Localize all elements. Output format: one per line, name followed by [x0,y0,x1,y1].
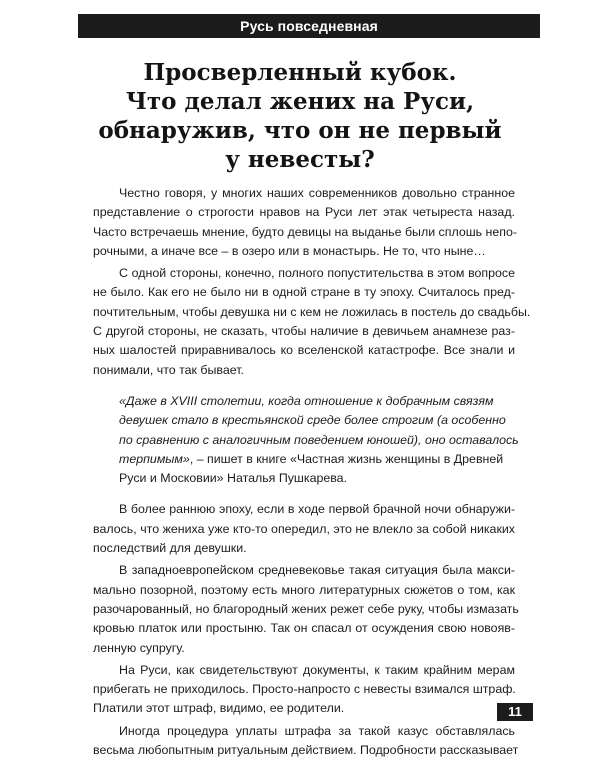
title-line: у невесты? [225,146,375,173]
quote-line: девушек стало в крестьянской среде более строгим (а особенно [119,413,506,428]
text-line: В более раннюю эпоху, если в ходе первой брачной ночи обнаружи- [119,502,515,517]
title-line: Просверленный кубок. [143,59,457,86]
text-line: почтительным, чтобы девушка ни с кем не ложилась в постель до свадьбы. [93,304,531,319]
text-line: рочными, а иначе все – в озеро или в монастырь. Не то, что ныне… [93,243,486,258]
text-line: валось, что жениха уже кто-то опередил, это не влекло за собой никаких [93,521,515,536]
quote-line: «Даже в XVIII столетии, когда отношение к добрачным связям [119,393,494,408]
quote-line: по сравнению с аналогичным поведением юношей), оно оставалось [119,432,519,447]
text-line: Часто встречаешь мнение, будто девицы на выданье были сплошь непо- [93,224,518,239]
title-line: Что делал жених на Руси, [125,88,475,115]
block-quote [93,392,519,488]
text-line: не было. Как его не было ни в одной стране в ту эпоху. Считалось пред- [93,285,515,300]
text-line: кровью платок или простыню. Так он спасал от осуждения свою новояв- [93,621,515,636]
text-line: прибегать не приходилось. Просто-напросто с невесты взимался штраф. [93,682,516,697]
paragraph [93,722,519,760]
text-line: мально позорной, поэтому есть много литературных сюжетов о том, как [93,582,515,597]
text-line: ных шалостей приравнивалось ко вселенской катастрофе. Все знали и [93,343,515,358]
article-title [60,58,540,174]
quote-attribution-end: Руси и Московии» Наталья Пушкарева. [119,471,348,486]
paragraph [93,561,519,657]
text-line: С одной стороны, конечно, полного попустительства в этом вопросе [119,266,515,281]
article-body [93,184,531,760]
text-line: Честно говоря, у многих наших современников довольно странное [119,186,515,200]
paragraph [93,661,515,719]
text-line: На Руси, как свидетельствуют документы, к таким крайним мерам [119,662,515,677]
text-line: Иногда процедура уплаты штрафа за такой казус обставлялась [119,723,515,738]
text-line: разочарованный, но благородный жених режет себе руку, чтобы измазать [93,601,519,616]
text-line: ленную супругу. [93,640,185,655]
page-number-text: 11 [508,704,522,719]
text-line: Платили этот штраф, видимо, ее родители. [93,701,345,716]
quote-line: терпимым» [119,451,190,466]
text-line: С другой стороны, не сказать, чтобы наличие в девичьем анамнезе раз- [93,324,515,339]
paragraph [93,500,515,558]
title-line: обнаружив, что он не первый [98,117,502,144]
quote-attribution: , – пишет в книге «Частная жизнь женщины в Древней [189,451,504,466]
text-line: весьма любопытным ритуальным действием. Подробности рассказывает [93,743,519,758]
page-number [497,703,533,721]
paragraph [93,264,531,380]
section-header-bar [78,14,540,38]
text-line: последствий для девушки. [93,541,247,556]
section-header-text: Русь повседневная [240,18,378,34]
paragraph [93,184,518,261]
text-line: В западноевропейском средневековье такая ситуация была макси- [119,563,515,578]
text-line: представление о строгости нравов на Руси лет этак четыреста назад. [93,205,515,220]
text-line: понимали, что так бывает. [93,362,244,377]
